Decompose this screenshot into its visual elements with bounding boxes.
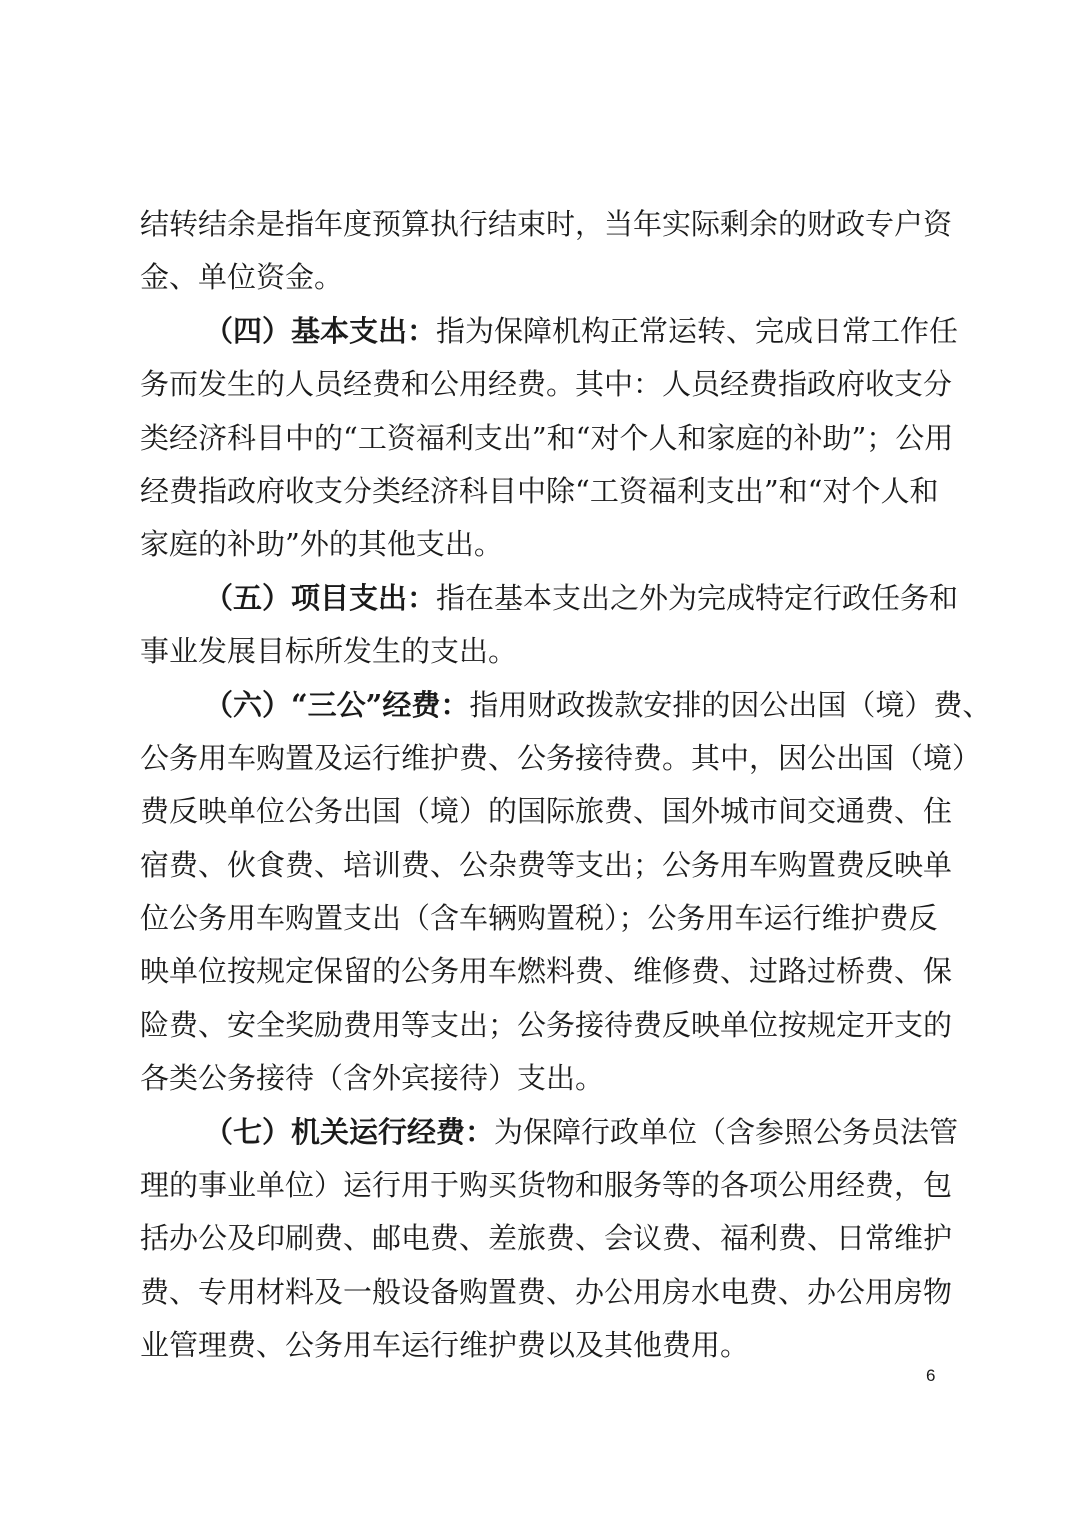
line-text: 指用财政拨款安排的因公出国（境）费、: [469, 687, 992, 722]
paragraph: [140, 679, 992, 1106]
line-text: 理的事业单位）运行用于购买货物和服务等的各项公用经费，包: [140, 1168, 953, 1203]
text-line: [140, 1266, 953, 1319]
line-text: 指在基本支出之外为完成特定行政任务和: [436, 580, 959, 615]
paragraph: [140, 572, 959, 679]
section-heading: （五）项目支出：: [204, 580, 437, 615]
text-line: [140, 945, 953, 998]
line-text: 金、单位资金。: [140, 260, 344, 295]
text-line: [140, 465, 939, 518]
text-line: [140, 305, 959, 358]
text-line: [140, 1212, 953, 1265]
line-text: 业管理费、公务用车运行维护费以及其他费用。: [140, 1328, 750, 1363]
line-text: 指为保障机构正常运转、完成日常工作任: [436, 313, 959, 348]
text-line: [140, 198, 953, 251]
line-text: 各类公务接待（含外宾接待）支出。: [140, 1061, 605, 1096]
line-text: 务而发生的人员经费和公用经费。其中：人员经费指政府收支分: [140, 367, 953, 402]
line-text: 结转结余是指年度预算执行结束时，当年实际剩余的财政专户资: [140, 207, 953, 241]
text-line: [140, 625, 936, 678]
line-text: 险费、安全奖励费用等支出；公务接待费反映单位按规定开支的: [140, 1007, 953, 1042]
line-text: 位公务用车购置支出（含车辆购置税）；公务用车运行维护费反: [140, 901, 938, 936]
text-line: [140, 518, 936, 571]
text-line: [140, 1319, 936, 1372]
paragraph: [140, 198, 953, 305]
text-line: [140, 412, 954, 465]
page-number: 6: [926, 1366, 936, 1385]
text-line: [140, 679, 992, 732]
line-text: 公务用车购置及运行维护费、公务接待费。其中，因公出国（境）: [140, 740, 982, 775]
line-text: 事业发展目标所发生的支出。: [140, 634, 518, 669]
paragraph: [140, 305, 959, 572]
paragraph: [140, 1106, 959, 1373]
line-text: 家庭的补助”外的其他支出。: [140, 527, 503, 562]
line-text: 为保障行政单位（含参照公务员法管: [494, 1114, 959, 1149]
section-heading: （四）基本支出：: [204, 313, 437, 348]
text-line: [140, 1052, 936, 1105]
text-line: [140, 1159, 953, 1212]
text-line: [140, 251, 936, 304]
section-heading: （七）机关运行经费：: [204, 1114, 495, 1149]
text-line: [140, 358, 953, 411]
line-text: 类经济科目中的“工资福利支出”和“对个人和家庭的补助”；公用: [140, 420, 954, 455]
text-line: [140, 785, 953, 838]
line-text: 宿费、伙食费、培训费、公杂费等支出；公务用车购置费反映单: [140, 847, 953, 882]
section-heading: （六）“三公”经费：: [204, 687, 470, 722]
text-line: [140, 839, 953, 892]
text-line: [140, 1106, 959, 1159]
text-line: [140, 999, 953, 1052]
document-body: [140, 198, 992, 1373]
text-line: [140, 732, 982, 785]
line-text: 映单位按规定保留的公务用车燃料费、维修费、过路过桥费、保: [140, 954, 953, 989]
line-text: 括办公及印刷费、邮电费、差旅费、会议费、福利费、日常维护: [140, 1221, 953, 1256]
line-text: 经费指政府收支分类经济科目中除“工资福利支出”和“对个人和: [140, 473, 939, 508]
line-text: 费反映单位公务出国（境）的国际旅费、国外城市间交通费、住: [140, 794, 953, 829]
text-line: [140, 892, 936, 945]
line-text: 费、专用材料及一般设备购置费、办公用房水电费、办公用房物: [140, 1274, 953, 1309]
text-line: [140, 572, 959, 625]
